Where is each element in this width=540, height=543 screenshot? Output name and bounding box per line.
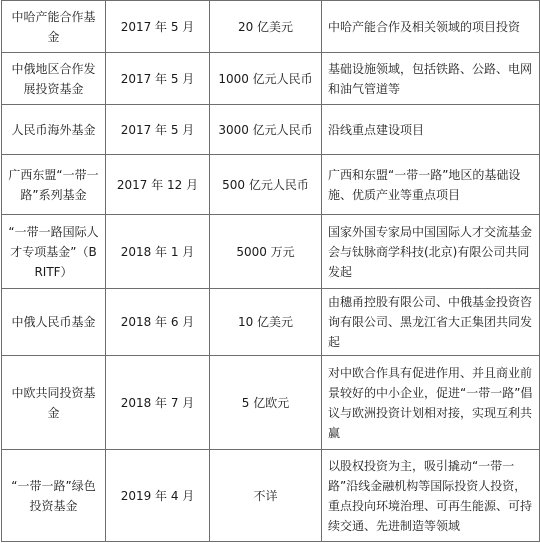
fund-name: 中欧共同投资基金 [2,356,106,450]
table-row [2,155,540,215]
table-row [2,1,540,53]
launch-date: 2018 年 6 月 [106,289,210,356]
fund-description: 广西和东盟“一带一路”地区的基础设施、优质产业等重点项目 [322,155,540,215]
fund-name: “一带一路”绿色投资基金 [2,450,106,542]
fund-description: 以股权投资为主，吸引撬动“一带一路”沿线金融机构等国际投资人投资，重点投向环境治理、可再生能源、可持续交通、先进制造等领域 [322,450,540,542]
fund-description: 对中欧合作具有促进作用、并且商业前景较好的中小企业，促进“一带一路”倡议与欧洲投资计划相对接，实现互利共赢 [322,356,540,450]
fund-name: 广西东盟“一带一路”系列基金 [2,155,106,215]
launch-date: 2017 年 5 月 [106,1,210,53]
table-row [2,450,540,542]
fund-amount: 5000 万元 [210,215,322,289]
fund-amount: 10 亿美元 [210,289,322,356]
table-row [2,289,540,356]
table-row [2,215,540,289]
fund-description: 由穗甬控股有限公司、中俄基金投资咨询有限公司、黑龙江省大正集团共同发起 [322,289,540,356]
fund-amount: 1000 亿元人民币 [210,53,322,105]
fund-table [1,0,540,542]
launch-date: 2018 年 1 月 [106,215,210,289]
table-row [2,105,540,155]
fund-amount: 3000 亿元人民币 [210,105,322,155]
table-row [2,53,540,105]
fund-amount: 5 亿欧元 [210,356,322,450]
fund-amount: 500 亿元人民币 [210,155,322,215]
fund-description: 国家外国专家局中国国际人才交流基金会与钛脉商学科技(北京)有限公司共同发起 [322,215,540,289]
fund-name: 中俄人民币基金 [2,289,106,356]
fund-name: 中哈产能合作基金 [2,1,106,53]
fund-amount: 20 亿美元 [210,1,322,53]
table-row [2,356,540,450]
fund-description: 沿线重点建设项目 [322,105,540,155]
fund-name: 中俄地区合作发展投资基金 [2,53,106,105]
launch-date: 2017 年 5 月 [106,105,210,155]
fund-name: “一带一路国际人才专项基金”（BRITF） [2,215,106,289]
fund-name: 人民币海外基金 [2,105,106,155]
fund-amount: 不详 [210,450,322,542]
fund-description: 基础设施领域，包括铁路、公路、电网和油气管道等 [322,53,540,105]
fund-description: 中哈产能合作及相关领域的项目投资 [322,1,540,53]
launch-date: 2017 年 12 月 [106,155,210,215]
launch-date: 2017 年 5 月 [106,53,210,105]
launch-date: 2018 年 7 月 [106,356,210,450]
launch-date: 2019 年 4 月 [106,450,210,542]
